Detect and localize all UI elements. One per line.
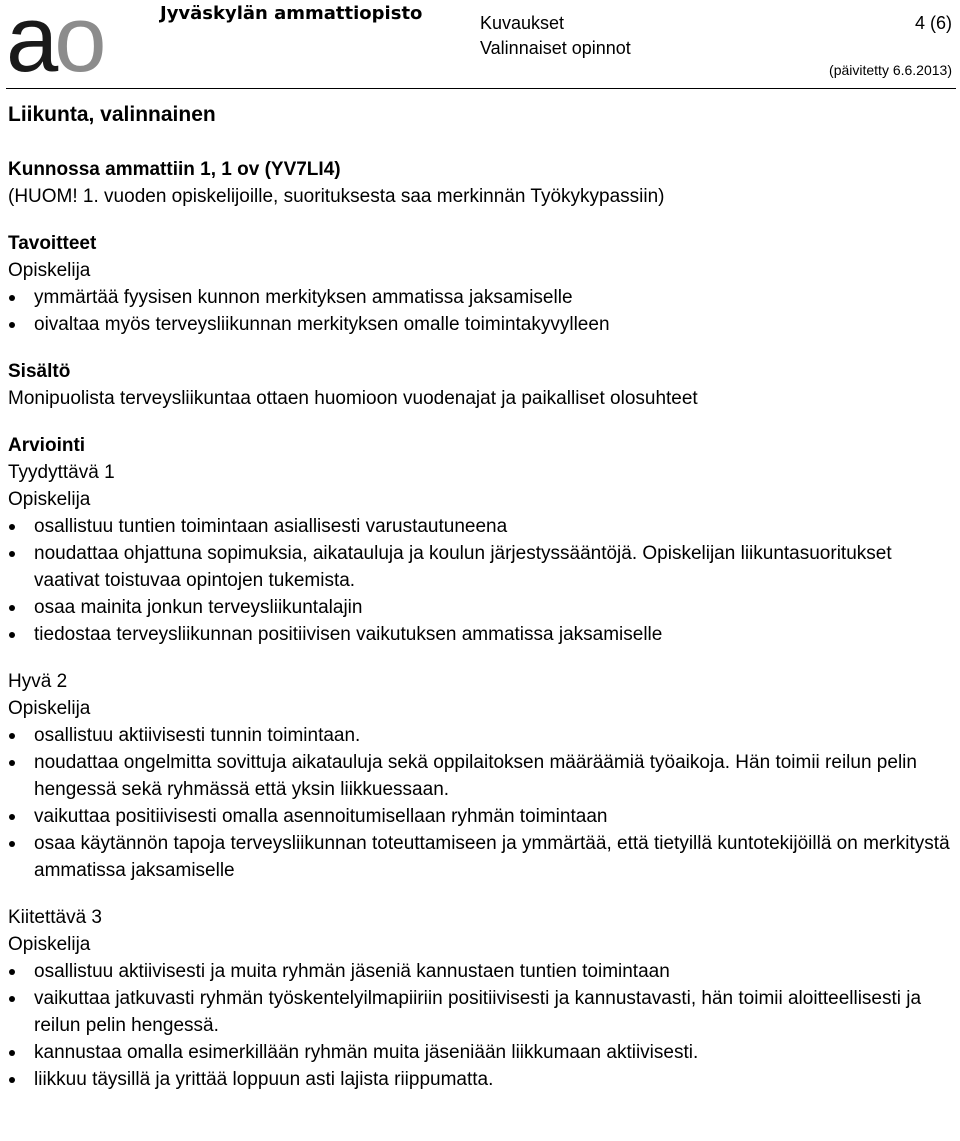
goals-heading: Tavoitteet	[8, 233, 97, 254]
list-item: liikkuu täysillä ja yrittää loppuun asti lajista riippumatta.	[8, 1066, 952, 1093]
course-note: (HUOM! 1. vuoden opiskelijoille, suorituksesta saa merkinnän Työkykypassiin)	[8, 186, 665, 207]
level-intro: Opiskelija	[8, 934, 91, 955]
level-name: Hyvä 2	[8, 671, 68, 692]
list-item: ymmärtää fyysisen kunnon merkityksen ammatissa jaksamiselle	[8, 284, 952, 311]
list-item: osaa käytännön tapoja terveysliikunnan toteuttamiseen ja ymmärtää, että tietyillä kuntotekijöillä on merkitystä ammatissa jaksamiselle	[8, 830, 952, 884]
doc-subtitle: Valinnaiset opinnot	[480, 38, 631, 58]
list-item: osallistuu aktiivisesti ja muita ryhmän jäseniä kannustaen tuntien toimintaan	[8, 958, 952, 985]
level-3-list	[8, 958, 952, 1093]
header-divider	[6, 88, 956, 89]
list-item: vaikuttaa positiivisesti omalla asennoitumisellaan ryhmän toimintaan	[8, 803, 952, 830]
content-heading: Sisältö	[8, 361, 71, 382]
list-item: tiedostaa terveysliikunnan positiivisen vaikutuksen ammatissa jaksamiselle	[8, 621, 952, 648]
school-name: Jyväskylän ammattiopisto	[160, 3, 423, 24]
logo	[6, 0, 103, 91]
list-item: osallistuu aktiivisesti tunnin toimintaan.	[8, 722, 952, 749]
course-title: Kunnossa ammattiin 1, 1 ov (YV7LI4)	[8, 159, 341, 180]
list-item: kannustaa omalla esimerkillään ryhmän muita jäseniään liikkumaan aktiivisesti.	[8, 1039, 952, 1066]
list-item: noudattaa ohjattuna sopimuksia, aikatauluja ja koulun järjestyssääntöjä. Opiskelijan liikuntasuoritukset vaativat toistuvaa opintojen tukemista.	[8, 540, 952, 594]
list-item: vaikuttaa jatkuvasti ryhmän työskentelyilmapiiriin positiivisesti ja kannustavasti, hän toimii aloitteellisesti ja reilun pelin hengessä.	[8, 985, 952, 1039]
goals-intro: Opiskelija	[8, 260, 91, 281]
page-number: 4 (6)	[914, 13, 952, 33]
list-item: oivaltaa myös terveysliikunnan merkityksen omalle toimintakyvylleen	[8, 311, 952, 338]
page-title: Liikunta, valinnainen	[8, 103, 216, 126]
document-body	[8, 156, 952, 1093]
level-intro: Opiskelija	[8, 698, 91, 719]
level-name: Tyydyttävä 1	[8, 462, 115, 483]
content-text: Monipuolista terveysliikuntaa ottaen huomioon vuodenajat ja paikalliset olosuhteet	[8, 388, 698, 409]
logo-letter-o: o	[54, 0, 103, 91]
level-intro: Opiskelija	[8, 489, 91, 510]
level-2-list	[8, 722, 952, 884]
level-name: Kiitettävä 3	[8, 907, 102, 928]
updated-date: (päivitetty 6.6.2013)	[829, 62, 952, 78]
goals-list	[8, 284, 952, 338]
level-1-list	[8, 513, 952, 648]
list-item: osaa mainita jonkun terveysliikuntalajin	[8, 594, 952, 621]
doc-type: Kuvaukset	[480, 13, 565, 33]
list-item: noudattaa ongelmitta sovittuja aikatauluja sekä oppilaitoksen määräämiä työaikoja. Hän toimii reilun pelin hengessä sekä ryhmässä että yksin liikkuessaan.	[8, 749, 952, 803]
logo-letter-a: a	[6, 0, 55, 91]
list-item: osallistuu tuntien toimintaan asiallisesti varustautuneena	[8, 513, 952, 540]
assessment-heading: Arviointi	[8, 435, 86, 456]
page-header	[0, 0, 960, 95]
